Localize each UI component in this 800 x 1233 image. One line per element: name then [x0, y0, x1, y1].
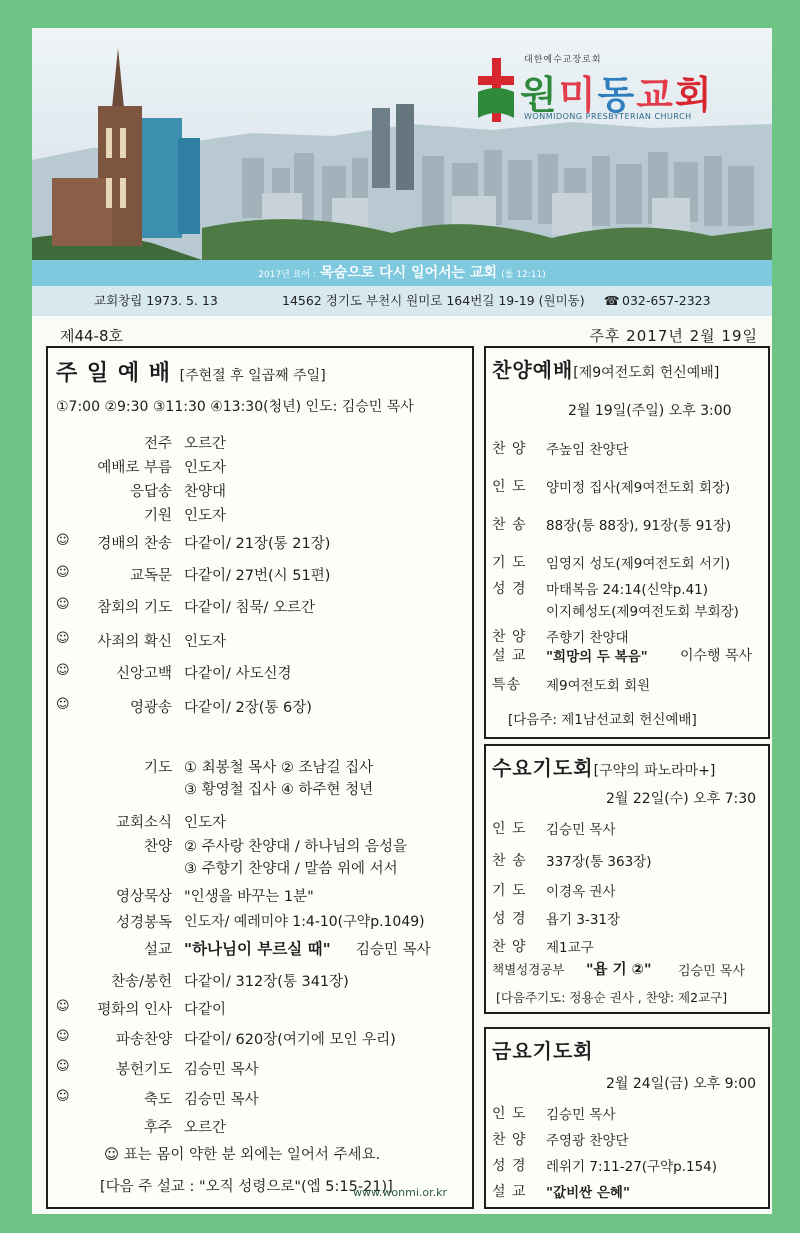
stand-icon: ☺	[56, 597, 70, 612]
wednesday-row-value: 이경옥 권사	[546, 884, 616, 900]
friday-row-value: 주영광 찬양단	[546, 1133, 629, 1149]
order-value: 다같이/ 312장(통 341장)	[184, 974, 349, 990]
choir-line-2: ③ 주향기 찬양대 / 말씀 위에 서서	[184, 861, 398, 877]
info-band	[32, 286, 772, 316]
praise-row-value: 주향기 찬양대	[546, 630, 629, 646]
sunday-service-box	[46, 346, 474, 1209]
prayer-line-2: ③ 황영철 집사 ④ 하주현 청년	[184, 782, 374, 798]
praise-row-label: 찬 송	[492, 517, 527, 533]
reading-value: 인도자/ 예레미야 1:4-10(구약p.1049)	[184, 914, 425, 930]
praise-row-value: 양미정 집사(제9여전도회 회장)	[546, 480, 731, 496]
praise-next: [다음주: 제1남선교회 헌신예배]	[508, 712, 697, 728]
praise-row-value: 이지혜성도(제9여전도회 부회장)	[546, 604, 739, 620]
stand-icon: ☺	[56, 1089, 70, 1104]
friday-row-value: 레위기 7:11-27(구약p.154)	[546, 1159, 718, 1175]
study-label: 책별성경공부	[492, 962, 565, 977]
wednesday-next: [다음주기도: 정용순 권사 , 찬양: 제2교구]	[496, 990, 728, 1005]
friday-row-value: 김승민 목사	[546, 1107, 616, 1123]
praise-row-label: 찬 양	[492, 441, 527, 457]
logo-english-name: WONMIDONG PRESBYTERIAN CHURCH	[524, 112, 692, 121]
praise-title: 찬양예배[제9여전도회 헌신예배]	[492, 358, 720, 382]
praise-preacher: 이수행 목사	[680, 648, 753, 664]
praise-row-value: 임영지 성도(제9여전도회 서기)	[546, 556, 731, 572]
order-label: 후주	[143, 1120, 172, 1136]
order-label: 파송찬양	[115, 1032, 172, 1048]
stand-icon: ☺	[56, 631, 70, 646]
order-value: 오르간	[184, 1120, 227, 1136]
video-label: 영상묵상	[115, 889, 172, 905]
website-url: www.wonmi.or.kr	[352, 1186, 448, 1199]
friday-row-label: 인 도	[492, 1106, 527, 1122]
wednesday-date: 2월 22일(수) 오후 7:30	[606, 791, 757, 807]
stand-icon: ☺	[56, 1059, 70, 1074]
wednesday-row-value: 제1교구	[546, 940, 594, 956]
news-label: 교회소식	[115, 815, 172, 831]
logo-church-name: 원미동교회	[520, 73, 714, 117]
praise-date: 2월 19일(주일) 오후 3:00	[568, 403, 732, 419]
order-label: 영광송	[129, 700, 172, 716]
wednesday-row-value: 337장(통 363장)	[546, 854, 652, 870]
order-label: 축도	[143, 1092, 172, 1108]
church-logo	[472, 48, 772, 138]
sermon-preacher: 김승민 목사	[356, 942, 431, 958]
sermon-title: "하나님이 부르실 때"	[184, 940, 331, 958]
study-preacher: 김승민 목사	[678, 964, 745, 979]
order-label: 응답송	[129, 484, 172, 500]
wednesday-row-label: 찬 송	[492, 853, 527, 869]
praise-row-label: 성 경	[492, 581, 527, 597]
wednesday-row-label: 찬 양	[492, 939, 527, 955]
praise-row-label: 특송	[492, 677, 522, 693]
friday-title: 금요기도회	[492, 1039, 594, 1063]
order-value: 인도자	[184, 508, 227, 524]
next-sermon: [다음 주 설교 : "오직 성령으로"(엡 5:15-21)]	[100, 1179, 393, 1195]
praise-row-value: 주높임 찬양단	[546, 442, 629, 458]
order-label: 기원	[143, 508, 172, 524]
news-value: 인도자	[184, 815, 227, 831]
friday-row-label: 설 교	[492, 1184, 527, 1200]
friday-date: 2월 24일(금) 오후 9:00	[606, 1076, 757, 1092]
order-value: 다같이/ 침묵/ 오르간	[184, 600, 316, 616]
order-value: 다같이/ 27번(시 51편)	[184, 568, 331, 584]
choir-label: 찬양	[143, 839, 172, 855]
friday-box	[484, 1027, 770, 1209]
study-title: "욥 기 ②"	[586, 962, 652, 978]
order-value: 김승민 목사	[184, 1092, 259, 1108]
standing-note: ☺ 표는 몸이 약한 분 외에는 일어서 주세요.	[104, 1147, 381, 1163]
stand-icon: ☺	[56, 999, 70, 1014]
order-label: 사죄의 확신	[97, 634, 172, 650]
friday-row-label: 성 경	[492, 1158, 527, 1174]
bulletin-date: 주후 2017년 2월 19일	[589, 327, 758, 345]
order-label: 교독문	[129, 568, 172, 584]
praise-service-box	[484, 346, 770, 739]
order-value: 다같이/ 620장(여기에 모인 우리)	[184, 1032, 396, 1048]
logo-denomination: 대한예수교장로회	[524, 55, 602, 65]
praise-row-label: 찬 양	[492, 629, 527, 645]
praise-row-label: 설 교	[492, 648, 527, 664]
wednesday-row-label: 인 도	[492, 821, 527, 837]
wednesday-row-label: 기 도	[492, 883, 527, 899]
order-value: 찬양대	[184, 484, 227, 500]
friday-row-label: 찬 양	[492, 1132, 527, 1148]
order-value: 김승민 목사	[184, 1062, 259, 1078]
order-value: 인도자	[184, 460, 227, 476]
order-label: 전주	[143, 436, 172, 452]
stand-icon: ☺	[56, 1029, 70, 1044]
phone-number: 032-657-2323	[622, 293, 711, 308]
order-label: 신앙고백	[115, 666, 172, 682]
order-value: 다같이/ 사도신경	[184, 666, 292, 682]
praise-row-label: 인 도	[492, 479, 527, 495]
stand-icon: ☺	[56, 663, 70, 678]
sermon-label: 설교	[143, 942, 172, 958]
praise-row-label: 기 도	[492, 555, 527, 571]
prayer-label: 기도	[143, 760, 172, 776]
order-label: 예배로 부름	[97, 460, 172, 476]
wednesday-row-value: 욥기 3-31장	[546, 912, 621, 928]
motto-text: 목숨으로 다시 일어서는 교회	[320, 265, 498, 281]
praise-row-value: 88장(통 88장), 91장(통 91장)	[546, 518, 732, 534]
wednesday-title: 수요기도회[구약의 파노라마+]	[492, 756, 716, 780]
stand-icon: ☺	[56, 533, 70, 548]
service-times: ①7:00 ②9:30 ③11:30 ④13:30(청년) 인도: 김승민 목사	[56, 399, 414, 415]
order-value: 다같이/ 2장(통 6장)	[184, 700, 312, 716]
praise-row-value: "희망의 두 복음"	[546, 649, 648, 665]
banner-photo	[32, 28, 772, 260]
choir-line-1: ② 주사랑 찬양대 / 하나님의 음성을	[184, 839, 408, 855]
bulletin-sheet	[32, 28, 772, 1214]
order-label: 찬송/봉헌	[111, 974, 172, 990]
praise-row-value: 제9여전도회 회원	[546, 678, 651, 694]
wednesday-row-label: 성 경	[492, 911, 527, 927]
prayer-line-1: ① 최봉철 목사 ② 조남길 집사	[184, 760, 374, 776]
order-label: 경배의 찬송	[97, 536, 172, 552]
founded-date: 교회창립 1973. 5. 13	[94, 293, 218, 308]
order-value: 다같이/ 21장(통 21장)	[184, 536, 331, 552]
cross-icon	[476, 58, 516, 122]
issue-number: 제44-8호	[60, 327, 124, 345]
stand-icon: ☺	[56, 697, 70, 712]
wednesday-row-value: 김승민 목사	[546, 822, 616, 838]
reading-label: 성경봉독	[115, 915, 172, 931]
order-label: 봉헌기도	[115, 1062, 172, 1078]
address: 14562 경기도 부천시 원미로 164번길 19-19 (원미동)	[282, 293, 585, 308]
sunday-title: 주 일 예 배 [주현절 후 일곱째 주일]	[56, 361, 326, 386]
order-value: 다같이	[184, 1002, 227, 1018]
phone-icon: ☎	[604, 293, 620, 308]
wednesday-box	[484, 744, 770, 1014]
praise-row-value: 마태복음 24:14(신약p.41)	[546, 582, 709, 598]
video-value: "인생을 바꾸는 1분"	[184, 889, 314, 905]
stand-icon: ☺	[56, 565, 70, 580]
order-value: 인도자	[184, 634, 227, 650]
order-label: 평화의 인사	[97, 1002, 172, 1018]
order-value: 오르간	[184, 436, 227, 452]
motto-band: 2017년 표어 : 목숨으로 다시 일어서는 교회 (롤 12:11)	[32, 260, 772, 286]
friday-row-value: "값비싼 은혜"	[546, 1185, 630, 1201]
order-label: 참회의 기도	[97, 600, 172, 616]
